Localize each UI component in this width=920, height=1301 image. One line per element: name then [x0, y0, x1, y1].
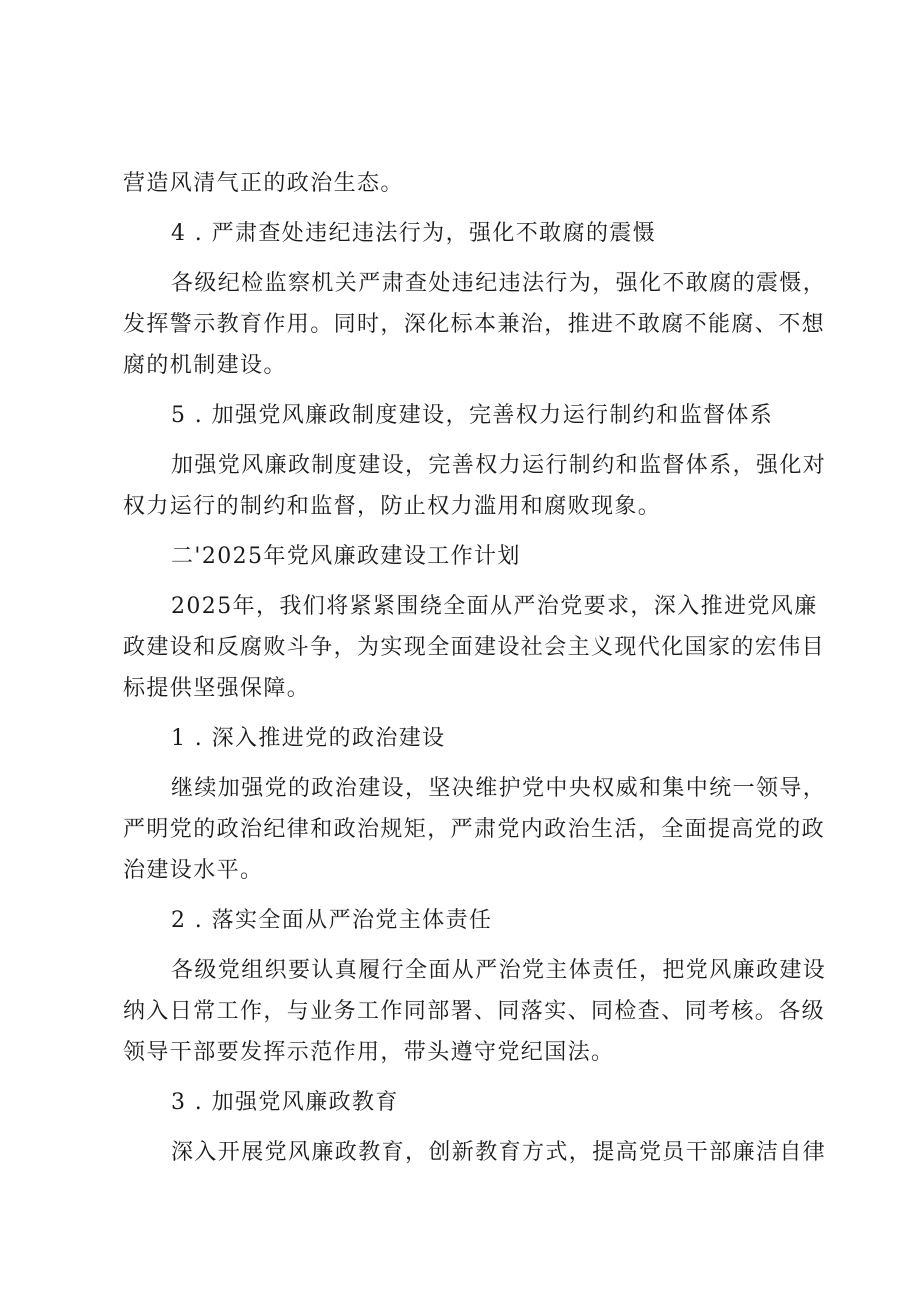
paragraph-line: 各级纪检监察机关严肃查处违纪违法行为，强化不敢腐的震慑，: [171, 271, 827, 296]
paragraph-line: 2025年，我们将紧紧围绕全面从严治党要求，深入推进党风廉: [171, 594, 818, 619]
paragraph-line: 继续加强党的政治建设，坚决维护党中央权威和集中统一领导，: [171, 776, 827, 801]
section-heading: 4 . 严肃查处违纪违法行为，强化不敢腐的震慑: [171, 221, 657, 246]
document-body: [123, 163, 827, 1173]
paragraph-line: 纳入日常工作，与业务工作同部署、同落实、同检查、同考核。各级: [123, 999, 826, 1024]
paragraph-line: 标提供坚强保障。: [123, 676, 311, 701]
section-heading: 2 . 落实全面从严治党主体责任: [171, 908, 493, 933]
section-heading: 3 . 加强党风廉政教育: [171, 1090, 399, 1115]
paragraph-line: 领导干部要发挥示范作用，带头遵守党纪国法。: [123, 1040, 615, 1065]
section-heading: 1 . 深入推进党的政治建设: [171, 726, 446, 751]
paragraph-line: 治建设水平。: [123, 858, 264, 883]
paragraph-line: 深入开展党风廉政教育，创新教育方式，提高党员干部廉洁自律: [171, 1140, 827, 1165]
chapter-heading: 二'2025年党风廉政建设工作计划: [171, 544, 521, 569]
paragraph-line: 各级党组织要认真履行全面从严治党主体责任，把党风廉政建设: [171, 958, 827, 983]
paragraph-line: 加强党风廉政制度建设，完善权力运行制约和监督体系，强化对: [171, 453, 827, 478]
paragraph-line: 发挥警示教育作用。同时，深化标本兼治，推进不敢腐不能腐、不想: [123, 312, 826, 337]
section-heading: 5 . 加强党风廉政制度建设，完善权力运行制约和监督体系: [171, 403, 774, 428]
paragraph-line: 权力运行的制约和监督，防止权力滥用和腐败现象。: [123, 494, 662, 519]
paragraph-line: 严明党的政治纪律和政治规矩，严肃党内政治生活，全面提高党的政: [123, 817, 826, 842]
paragraph-line: 政建设和反腐败斗争，为实现全面建设社会主义现代化国家的宏伟目: [123, 635, 826, 660]
paragraph-line: 腐的机制建设。: [123, 353, 287, 378]
paragraph-line: 营造风清气正的政治生态。: [123, 171, 404, 196]
